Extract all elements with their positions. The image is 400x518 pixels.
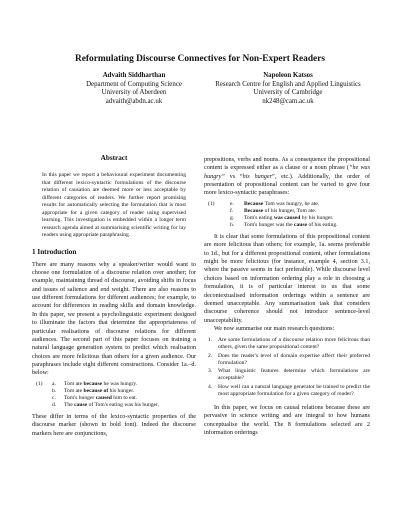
- example-text: he was hungry.: [102, 380, 138, 387]
- example-text: of his eating.: [307, 222, 338, 228]
- author-1-name: Advaith Siddharthan: [102, 72, 166, 79]
- author-2: [198, 72, 378, 106]
- example-row: [204, 222, 370, 229]
- connective: cause: [74, 401, 88, 408]
- example-row: [32, 381, 196, 388]
- text-span: ”, etc.). Additionally, the order of presentation of propositional content can be varied to give four more lexico-syntactic paraphrases:: [204, 173, 370, 197]
- example-label: g.: [230, 214, 235, 221]
- example-sentence: [244, 215, 333, 222]
- question-item: [204, 384, 370, 398]
- research-questions: [204, 337, 370, 398]
- connective: cause: [294, 222, 308, 228]
- author-2-dept: Research Centre for English and Applied Linguistics: [215, 80, 361, 88]
- question-number: 2.: [208, 352, 213, 359]
- text-span: vs “: [224, 173, 243, 180]
- left-column: [32, 154, 196, 438]
- example-text: him to eat.: [111, 394, 138, 401]
- question-text: Are some formulations of a discourse relation more felicitous than others, given the same propositional content?: [218, 337, 370, 351]
- question-item: [204, 337, 370, 351]
- question-text: What linguistic features determine which formulations are acceptable?: [218, 368, 370, 382]
- right-column: [204, 156, 370, 437]
- example-row: [32, 402, 196, 409]
- example-sentence: [244, 222, 338, 229]
- example-text: Tom's hunger was the: [244, 222, 295, 228]
- question-number: 3.: [208, 368, 213, 375]
- right-paragraph-3: We now summarise our main research questions:: [214, 325, 335, 332]
- connective: caused: [95, 394, 112, 401]
- author-1-univ: University of Aberdeen: [101, 89, 167, 97]
- question-number: 1.: [208, 337, 213, 344]
- example-label: e.: [230, 200, 234, 207]
- right-paragraph-1: [204, 156, 370, 198]
- example-label: c.: [52, 394, 56, 401]
- example-number: (1): [36, 380, 43, 387]
- question-item: [204, 353, 370, 367]
- question-number: 4.: [208, 383, 213, 390]
- question-text: Does the reader's level of domain expertise affect their preferred formulation?: [218, 352, 370, 366]
- example-row: [32, 388, 196, 395]
- example-sentence: [64, 395, 137, 402]
- quoted-phrase: his hunger: [242, 173, 272, 180]
- example-label: f.: [230, 207, 234, 214]
- connective: Because: [244, 200, 264, 207]
- author-2-univ: University of Cambridge: [253, 89, 323, 97]
- example-text: Tom's eating: [244, 214, 274, 221]
- example-row: [204, 215, 370, 222]
- question-item: [204, 368, 370, 382]
- connective: was caused: [273, 214, 301, 221]
- example-row: [204, 201, 370, 208]
- example-label: b.: [52, 387, 57, 394]
- example-text: of Tom's eating was his hunger.: [87, 401, 159, 408]
- example-sentence: [244, 201, 319, 208]
- example-text: his hunger.: [108, 387, 135, 394]
- intro-paragraph-1: There are many reasons why a speaker/writer would want to choose one formulation of a discourse relation over another; for example, maintaining thread of discourse, avoiding shifts in focus and issues of salience and end weight. There are also reasons to use different formulations for different audiences; for example, to account for differences in reading skills and domain knowledge. In this paper, we present a psycholinguistic experiment designed to illuminate the factors that determine the appropriateness of particular realisations of discourse relations for different audiences. The second part of this paper focuses on training a natural language generation system to predict which realisation choices are more felicitous than others for a given audience. Our paraphrases include eight different constructions. Consider 1a.–d. below:: [32, 261, 196, 377]
- connective: because of: [83, 387, 109, 394]
- connective: because: [83, 380, 103, 387]
- example-row: [204, 208, 370, 215]
- section-heading: 1 Introduction: [32, 248, 77, 257]
- example-text: The: [64, 401, 75, 408]
- author-2-email: nk248@cam.ac.uk: [262, 97, 314, 105]
- right-paragraph-4: In this paper, we focus on causal relations because these are pervasive in science writing and are integral to how humans conceptualise the world. The 8 formulations selected are 2 information orderings: [204, 405, 370, 437]
- author-1-email: advaith@abdn.ac.uk: [105, 97, 163, 105]
- example-label: h.: [230, 222, 235, 228]
- intro-paragraph-2: These differ in terms of the lexico-syntactic properties of the discourse marker (shown in bold font). Indeed the discourse markers here are conjunctions,: [32, 413, 196, 437]
- author-1: [54, 72, 214, 106]
- example-text: Tom was hungry, he ate.: [263, 200, 320, 207]
- right-paragraph-2: It is clear that some formulations of this propositional content are more felicitous than others; for example, 1a. seems preferable to 1d., but for a different propositional content, other formulations might be more felicitous (for instance, example 4, section 3.1, where the passive seems in fact preferable). While discourse level choices based on information ordering play a role in choosing a formulation, it is of particular interest to us that some decontextualised information orderings within a sentence are deemed unacceptable. Any summarisation task that considers discourse coherence should not introduce sentence-level unacceptability.: [204, 234, 370, 324]
- example-sentence: [64, 388, 134, 395]
- example-row: [32, 395, 196, 402]
- example-1: [32, 381, 196, 409]
- abstract-heading: Abstract: [100, 154, 128, 162]
- example-number: (1): [208, 200, 215, 207]
- abstract-text: In this paper we report a behavioural experiment documenting that different lexico-syntactic formulations of the discourse relation of causation are deemed more or less acceptable by different categories of readers. We further report promising results for automatically selecting the formulation that is most appropriate for a given category of reader using supervised learning. This investigation is embedded within a longer term research agenda aimed at summarising scientific writing for lay readers using appropriate paraphrasing.: [42, 172, 186, 238]
- question-text: How well can a natural language generator be trained to predict the most appropriate formulation for a given category of reader?: [218, 383, 370, 397]
- example-sentence: [244, 208, 316, 215]
- text-span: prepositions, verbs and nouns. As a consequence the propositional content is expressed either as a clause or a noun phrase (: [204, 157, 370, 172]
- paper-title: Reformulating Discourse Connectives for Non-Expert Readers: [74, 54, 326, 64]
- example-label: d.: [52, 401, 57, 408]
- author-2-name: Napoleon Katsos: [263, 72, 313, 79]
- quoted-phrase: “he was hungry”: [204, 165, 370, 180]
- example-sentence: [64, 381, 137, 388]
- example-text: by his hunger.: [300, 214, 334, 221]
- connective: Because: [244, 207, 264, 214]
- example-text: Tom ate: [64, 380, 84, 387]
- example-label: a.: [52, 380, 56, 387]
- example-2: [204, 201, 370, 229]
- example-text: of his hunger, Tom ate.: [263, 207, 317, 214]
- example-text: Tom ate: [64, 387, 84, 394]
- example-sentence: [64, 402, 159, 409]
- example-text: Tom's hunger: [64, 394, 96, 401]
- author-1-dept: Department of Computing Science: [86, 80, 182, 88]
